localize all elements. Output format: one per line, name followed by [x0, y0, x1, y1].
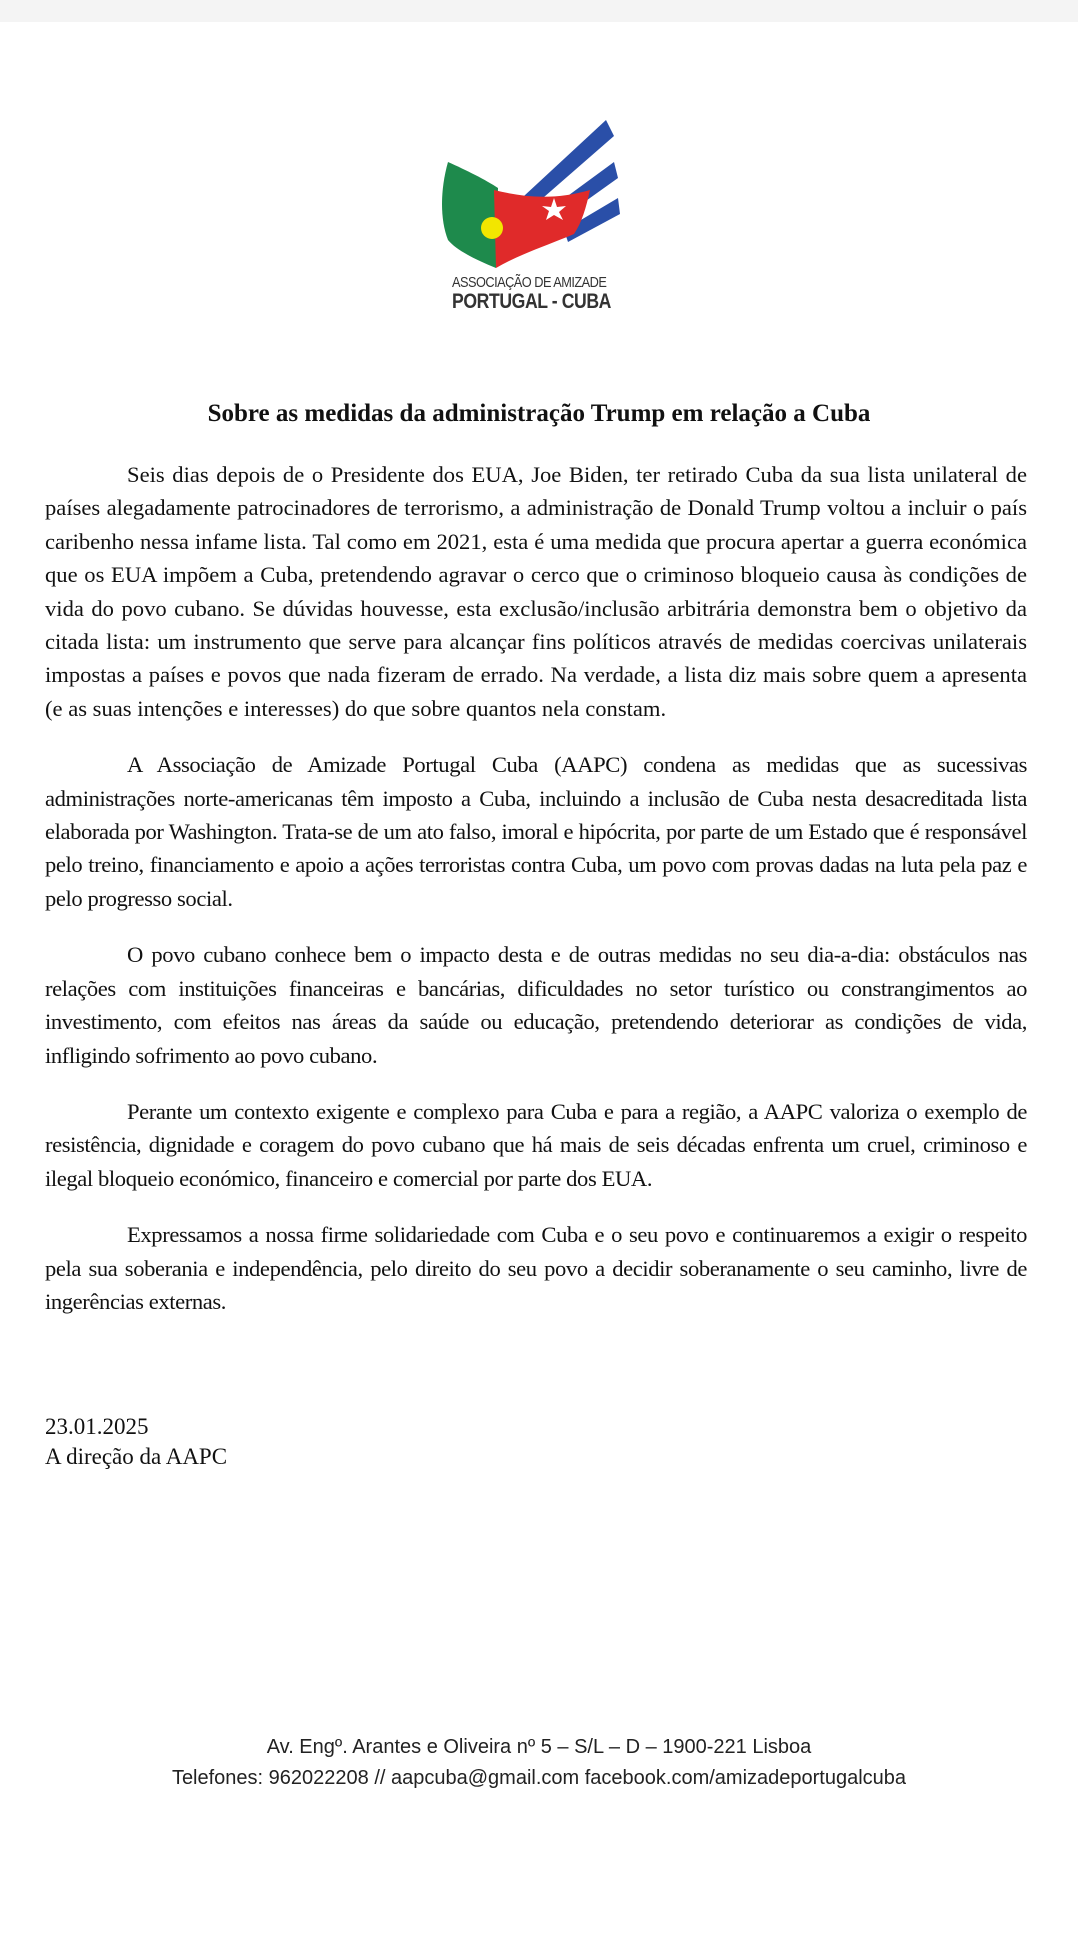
logo-text-portugal-cuba: PORTUGAL - CUBA — [452, 290, 611, 313]
green-field — [442, 162, 498, 268]
blue-stripe — [524, 120, 614, 204]
paragraph: O povo cubano conhece bem o impacto desta e de outras medidas no seu dia-a-dia: obstáculos nas relações com instituições financeiras e bancárias, dificuldades no setor turístico ou constrangimentos ao investimento, com efeitos nas áreas da saúde ou educação, pretendendo deteriorar as condições de vida, infligindo sofrimento ao povo cubano. — [45, 942, 1027, 1068]
document-title: Sobre as medidas da administração Trump em relação a Cuba — [207, 400, 871, 427]
signature-block — [45, 1412, 227, 1472]
yellow-sphere — [481, 217, 503, 239]
logo-text-association: ASSOCIAÇÃO DE AMIZADE — [452, 274, 607, 291]
paragraph: A Associação de Amizade Portugal Cuba (AAPC) condena as medidas que as sucessivas administrações norte-americanas têm imposto a Cuba, incluindo a inclusão de Cuba nesta desacreditada lista elaborada por Washington. Trata-se de um ato falso, imoral e hipócrita, por parte de um Estado que é responsável pelo treino, financiamento e apoio a ações terroristas contra Cuba, um povo com provas dadas na luta pela paz e pelo progresso social. — [45, 752, 1027, 911]
paragraph: Seis dias depois de o Presidente dos EUA, Joe Biden, ter retirado Cuba da sua lista unilateral de países alegadamente patrocinadores de terrorismo, a administração de Donald Trump voltou a incluir o país caribenho nessa infame lista. Tal como em 2021, esta é uma medida que procura apertar a guerra económica que os EUA impõem a Cuba, pretendendo agravar o cerco que o criminoso bloqueio causa às condições de vida do povo cubano. Se dúvidas houvesse, esta exclusão/inclusão arbitrária demonstra bem o objetivo da citada lista: um instrumento que serve para alcançar fins políticos através de medidas coercivas unilaterais impostas a países e povos que nada fizeram de errado. Na verdade, a lista diz mais sobre quem a apresenta (e as suas intenções e interesses) do que sobre quantos nela constam. — [45, 462, 1027, 721]
flag-emblem-icon — [436, 118, 636, 268]
footer-address: Av. Engº. Arantes e Oliveira nº 5 – S/L – D – 1900-221 Lisboa — [266, 1736, 812, 1758]
red-field — [494, 190, 590, 268]
top-bar — [0, 0, 1078, 22]
paragraph: Perante um contexto exigente e complexo para Cuba e para a região, a AAPC valoriza o exemplo de resistência, dignidade e coragem do povo cubano que há mais de seis décadas enfrenta um cruel, criminoso e ilegal bloqueio económico, financeiro e comercial por parte dos EUA. — [45, 1098, 1027, 1191]
footer-contacts: Telefones: 962022208 // aapcuba@gmail.com facebook.com/amizadeportugalcuba — [171, 1767, 907, 1789]
aapc-logo — [436, 118, 636, 318]
signature-date: 23.01.2025 — [45, 1414, 149, 1439]
document-body — [45, 458, 1027, 1341]
signature-author: A direção da AAPC — [45, 1444, 228, 1469]
paragraph: Expressamos a nossa firme solidariedade com Cuba e o seu povo e continuaremos a exigir o respeito pela sua soberania e independência, pelo direito do seu povo a decidir soberanamente o seu caminho, livre de ingerências externas. — [45, 1222, 1027, 1314]
footer — [0, 1732, 1078, 1794]
